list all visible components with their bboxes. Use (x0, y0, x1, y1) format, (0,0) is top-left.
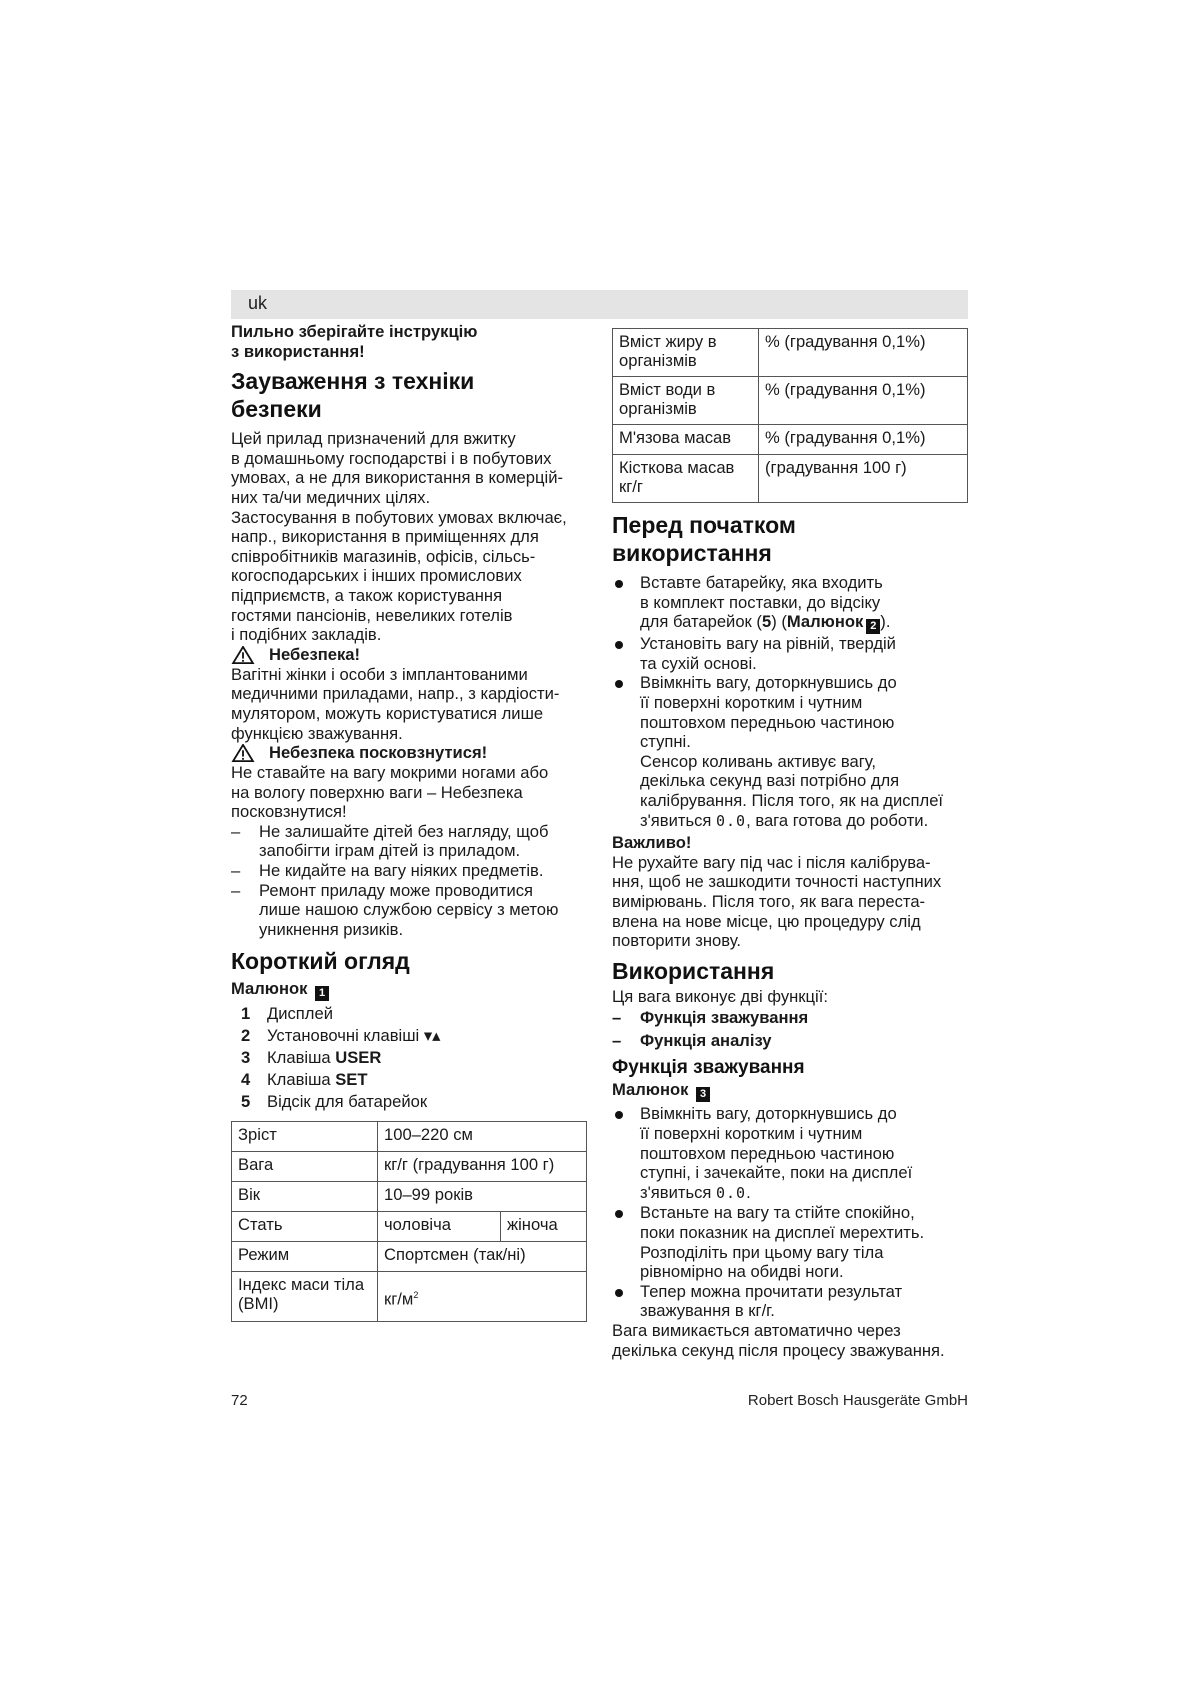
table-row (232, 1122, 587, 1152)
figure-label: Малюнок (612, 1080, 689, 1100)
table-cell: 10–99 років (378, 1182, 587, 1212)
item-label: Установочні клавіші ▾▴ (267, 1026, 441, 1046)
table-cell: Спортсмен (так/ні) (378, 1242, 587, 1272)
safety-paragraph-2 (231, 508, 587, 645)
item-key-name: USER (335, 1048, 382, 1068)
table-cell: Вміст жиру в організмів (613, 329, 759, 377)
list-item (241, 1069, 587, 1091)
text-line: них та/чи медичних цілях. (231, 487, 431, 507)
table-row (232, 1242, 587, 1272)
table-cell: чоловіча (378, 1212, 501, 1242)
table-cell: Індекс маси тіла (BMI) (232, 1272, 378, 1322)
intro-line-2: з використання! (231, 341, 365, 361)
text-fragment: для батарейок ( (640, 612, 762, 632)
warning-text-danger (231, 665, 587, 743)
dash-item (231, 822, 587, 861)
table-row (232, 1212, 587, 1242)
text-line: Цей прилад призначений для вжитку (231, 429, 516, 449)
text-fragment: ). (880, 612, 891, 632)
bullet-item (612, 634, 968, 673)
text-line: співробітників магазинів, офісів, сільсь- (231, 546, 536, 566)
important-title: Важливо! (612, 833, 692, 853)
dash-mark: – (612, 1030, 622, 1050)
spec-table (231, 1121, 587, 1322)
item-label: Відсік для батарейок (267, 1092, 428, 1112)
text-line: гостями пансіонів, невеликих готелів (231, 605, 513, 625)
bullet-item (612, 1203, 968, 1281)
unit-exponent: 2 (413, 1289, 419, 1300)
table-row (232, 1152, 587, 1182)
text-line: її поверхні коротким і чутним (640, 692, 863, 712)
list-item (241, 1047, 587, 1069)
item-number: 2 (241, 1026, 251, 1046)
text-line: Ввімкніть вагу, доторкнувшись до (640, 1104, 897, 1124)
bullet-icon (612, 1104, 640, 1203)
text-line: когосподарських і інших промислових (231, 566, 522, 586)
figure-label: Малюнок (786, 612, 864, 632)
bullet-icon (612, 634, 640, 673)
table-cell: % (градування 0,1%) (759, 425, 968, 455)
text-line: Ремонт приладу може проводитися (259, 880, 533, 900)
text-line: Не кидайте на вагу ніяких предметів. (259, 861, 544, 881)
figure-number-badge: 2 (866, 619, 880, 634)
text-line: умовах, а не для використання в комерцій- (231, 468, 563, 488)
table-cell: Вміст води в організмів (613, 377, 759, 425)
warning-heading-slip (231, 743, 587, 763)
text-fragment: з'явиться (640, 1182, 716, 1202)
function-name: Функція аналізу (640, 1030, 772, 1050)
text-line: Установіть вагу на рівній, твердій (640, 634, 896, 654)
item-number: 1 (241, 1004, 251, 1024)
item-number: 3 (241, 1048, 251, 1068)
safety-paragraph-1 (231, 429, 587, 507)
text-line: рівномірно на обидві ноги. (640, 1262, 844, 1282)
bullet-icon (612, 573, 640, 634)
table-cell: Режим (232, 1242, 378, 1272)
text-line: Не ставайте на вагу мокрими ногами або (231, 763, 549, 783)
important-text (612, 853, 968, 951)
before-use-title-2: використання (612, 540, 772, 566)
display-reading: 0.0 (716, 1183, 747, 1202)
part-number: 5 (761, 612, 772, 632)
text-line: мулятором, можуть користуватися лише (231, 703, 544, 723)
text-line: калібрування. Після того, як на дисплеї (640, 790, 944, 810)
text-line (640, 811, 943, 832)
text-line: Вагітні жінки і особи з імплантованими (231, 664, 528, 684)
text-line: підприємств, а також користування (231, 585, 503, 605)
company-name: Robert Bosch Hausgeräte GmbH (747, 1392, 968, 1409)
list-item (241, 1003, 587, 1025)
table-cell: кг/г (градування 100 г) (378, 1152, 587, 1182)
text-line: Тепер можна прочитати результат (640, 1281, 903, 1301)
text-line (640, 612, 890, 634)
table-cell: Вік (232, 1182, 378, 1212)
warning-heading-danger (231, 645, 587, 665)
overview-title: Короткий огляд (231, 948, 410, 975)
function-item (612, 1008, 968, 1028)
table-cell: Вага (232, 1152, 378, 1182)
text-line: посковзнутися! (231, 802, 347, 822)
table-row (613, 377, 968, 425)
table-cell: М'язова масав (613, 425, 759, 455)
weigh-function-title: Функція зважування (612, 1057, 805, 1079)
text-line: запобігти іграм дітей із приладом. (259, 841, 521, 861)
language-label: uk (248, 293, 268, 313)
bullet-item (612, 573, 968, 634)
item-number: 5 (241, 1092, 251, 1112)
right-column (612, 328, 968, 1360)
text-line: лише нашою службою сервісу з метою (259, 900, 559, 920)
table-row (232, 1272, 587, 1322)
text-line: поки показник на дисплеї мерехтить. (640, 1223, 925, 1243)
table-cell: Стать (232, 1212, 378, 1242)
text-line: її поверхні коротким і чутним (640, 1124, 863, 1144)
text-line: в домашньому господарстві і в побутових (231, 448, 552, 468)
text-line (640, 1183, 912, 1204)
table-row (232, 1182, 587, 1212)
warning-title: Небезпека посковзнутися! (269, 743, 488, 763)
figure-label: Малюнок (231, 979, 308, 999)
table-cell: % (градування 0,1%) (759, 377, 968, 425)
item-key-name: SET (335, 1070, 368, 1090)
text-line: ступні, і зачекайте, поки на дисплеї (640, 1163, 913, 1183)
bullet-item (612, 1104, 968, 1203)
text-line: Не залишайте дітей без нагляду, щоб (259, 821, 549, 841)
text-line: поштовхом передньою частиною (640, 712, 895, 732)
dash-item (231, 861, 587, 881)
dash-mark: – (231, 880, 241, 900)
text-line: повторити знову. (612, 931, 741, 951)
text-line: зважування в кг/г. (640, 1301, 775, 1321)
text-line: ступні. (640, 732, 691, 752)
text-line: Вставте батарейку, яка входить (640, 573, 883, 592)
text-line: Ввімкніть вагу, доторкнувшись до (640, 673, 897, 693)
text-line: Вага вимикається автоматично через (612, 1321, 901, 1340)
text-line: напр., використання в приміщеннях для (231, 527, 539, 547)
table-cell: 100–220 см (378, 1122, 587, 1152)
text-line: декілька секунд після процесу зважування. (612, 1340, 945, 1360)
page-number: 72 (231, 1392, 248, 1409)
text-line: декілька секунд вазі потрібно для (640, 771, 900, 791)
text-line: Розподіліть при цьому вагу тіла (640, 1242, 884, 1262)
intro-line-1: Пильно зберігайте інструкцію (231, 322, 478, 341)
table-row (613, 425, 968, 455)
safety-title-1: Зауваження з техніки (231, 368, 475, 395)
text-fragment: ) ( (771, 612, 787, 632)
text-line: на вологу поверхню ваги – Небезпека (231, 782, 523, 802)
text-line: Встаньте на вагу та стійте спокійно, (640, 1203, 915, 1223)
text-line: медичними приладами, напр., з кардіости- (231, 684, 560, 704)
table-cell (378, 1272, 587, 1322)
item-number: 4 (241, 1070, 251, 1090)
text-line: уникнення ризиків. (259, 919, 404, 939)
table-cell: Кісткова масав кг/г (613, 455, 759, 503)
text-line: Сенсор коливань активує вагу, (640, 751, 876, 771)
unit-text: кг/м (384, 1289, 414, 1309)
bullet-icon (612, 673, 640, 831)
item-label: Дисплей (267, 1004, 333, 1024)
text-fragment: . (746, 1182, 751, 1202)
figure-reference (231, 979, 587, 1001)
text-line: в комплект поставки, до відсіку (640, 592, 881, 612)
analysis-table (612, 328, 968, 503)
usage-title: Використання (612, 957, 775, 984)
warning-triangle-icon (231, 744, 255, 762)
item-label: Клавіша (267, 1048, 336, 1068)
table-cell: Зріст (232, 1122, 378, 1152)
list-item (241, 1091, 587, 1113)
text-line: Застосування в побутових умовах включає, (231, 507, 567, 527)
text-line: вимірювань. Після того, як вага переста- (612, 891, 926, 911)
text-line: та сухій основі. (640, 653, 757, 673)
warning-title: Небезпека! (269, 644, 361, 664)
table-cell: жіноча (501, 1212, 587, 1242)
text-line: влена на нове місце, цю процедуру слід (612, 911, 921, 931)
table-row (613, 329, 968, 377)
figure-number-badge: 3 (696, 1087, 710, 1102)
warning-triangle-icon (231, 646, 255, 664)
left-column (231, 322, 587, 1322)
text-line: поштовхом передньою частиною (640, 1143, 895, 1163)
text-line: Не рухайте вагу під час і після калібрува- (612, 852, 931, 872)
figure-number-badge: 1 (315, 986, 329, 1001)
text-fragment: , вага готова до роботи. (746, 810, 929, 830)
before-use-title-1: Перед початком (612, 512, 796, 538)
table-cell: (градування 100 г) (759, 455, 968, 503)
bullet-icon (612, 1203, 640, 1281)
language-bar (231, 290, 968, 319)
figure-reference (612, 1080, 968, 1102)
safety-title-2: безпеки (231, 396, 322, 423)
dash-mark: – (612, 1008, 622, 1028)
bullet-item (612, 673, 968, 831)
text-line: і подібних закладів. (231, 625, 382, 645)
usage-intro: Ця вага виконує дві функції: (612, 986, 828, 1006)
item-label: Клавіша (267, 1070, 336, 1090)
table-cell: % (градування 0,1%) (759, 329, 968, 377)
dash-item (231, 881, 587, 940)
text-line: ння, щоб не зашкодити точності наступних (612, 872, 942, 892)
text-fragment: з'явиться (640, 810, 716, 830)
function-name: Функція зважування (640, 1008, 809, 1028)
bullet-icon (612, 1282, 640, 1321)
warning-text-slip (231, 763, 587, 822)
bullet-item (612, 1282, 968, 1321)
dash-mark: – (231, 861, 241, 881)
text-line: функцією зважування. (231, 723, 403, 743)
dash-mark: – (231, 821, 241, 841)
function-item (612, 1031, 968, 1051)
table-row (613, 455, 968, 503)
display-reading: 0.0 (716, 811, 747, 830)
list-item (241, 1025, 587, 1047)
